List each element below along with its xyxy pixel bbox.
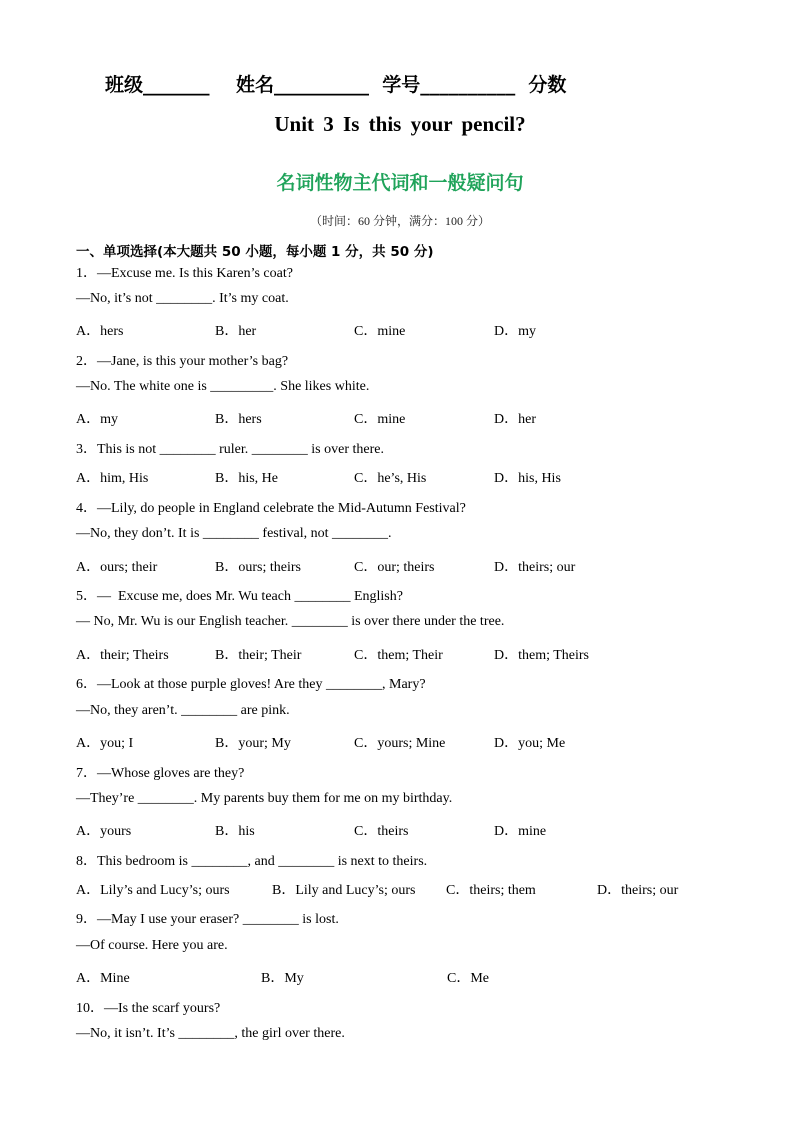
question-7-line-1: 7．—Whose gloves are they? (76, 766, 245, 781)
section-title: 一、单项选择(本大题共 50 小题，每小题 1 分，共 50 分) (76, 244, 434, 260)
question-4-line-1: 4．—Lily, do people in England celebrate the Mid-Autumn Festival? (76, 501, 466, 516)
page-subtitle: 名词性物主代词和一般疑问句 (276, 172, 524, 194)
question-8-option-a: A．Lily’s and Lucy’s; ours (76, 883, 230, 898)
question-6-option-a: A．you; I (76, 736, 134, 751)
question-4-option-a: A．ours; their (76, 560, 158, 575)
question-5-option-c: C．them; Their (354, 648, 443, 663)
question-1-option-d: D．my (494, 324, 536, 339)
question-2-option-c: C．mine (354, 412, 406, 427)
question-1-option-a: A．hers (76, 324, 124, 339)
question-6-line-2: —No, they aren’t. ________ are pink. (76, 703, 290, 718)
question-2-line-1: 2．—Jane, is this your mother’s bag? (76, 354, 289, 369)
question-4-option-b: B．ours; theirs (215, 560, 301, 575)
question-6-option-c: C．yours; Mine (354, 736, 446, 751)
question-2-option-b: B．hers (215, 412, 262, 427)
question-10-line-2: —No, it isn’t. It’s ________, the girl over there. (76, 1026, 345, 1041)
question-9-line-2: —Of course. Here you are. (76, 938, 228, 953)
question-1-line-1: 1．—Excuse me. Is this Karen’s coat? (76, 266, 293, 281)
question-5-option-d: D．them; Theirs (494, 648, 590, 663)
question-1-option-b: B．her (215, 324, 257, 339)
question-3-line-1: 3．This is not ________ ruler. ________ is over there. (76, 442, 384, 457)
page-title: Unit 3 Is this your pencil? (274, 112, 526, 136)
question-10-line-1: 10．—Is the scarf yours? (76, 1001, 221, 1016)
student-info-header: 班级_______ 姓名__________ 学号__________ 分数 (105, 74, 567, 96)
question-9-option-b: B．My (261, 971, 304, 986)
question-2-option-a: A．my (76, 412, 118, 427)
question-5-option-a: A．their; Theirs (76, 648, 169, 663)
question-2-option-d: D．her (494, 412, 536, 427)
question-9-option-a: A．Mine (76, 971, 130, 986)
question-4-line-2: —No, they don’t. It is ________ festival, not ________. (76, 526, 392, 541)
question-8-option-c: C．theirs; them (446, 883, 536, 898)
question-4-option-d: D．theirs; our (494, 560, 576, 575)
question-4-option-c: C．our; theirs (354, 560, 435, 575)
question-3-option-c: C．he’s, His (354, 471, 427, 486)
question-5-line-1: 5．— Excuse me, does Mr. Wu teach ________ English? (76, 589, 403, 604)
time-score-note: （时间：60 分钟，满分：100 分） (309, 214, 490, 228)
question-2-line-2: —No. The white one is _________. She likes white. (76, 379, 370, 394)
question-6-line-1: 6．—Look at those purple gloves! Are they ________, Mary? (76, 677, 426, 692)
question-9-option-c: C．Me (447, 971, 489, 986)
question-5-line-2: — No, Mr. Wu is our English teacher. ________ is over there under the tree. (76, 614, 505, 629)
question-7-option-c: C．theirs (354, 824, 409, 839)
question-3-option-a: A．him, His (76, 471, 149, 486)
question-8-option-d: D．theirs; our (597, 883, 679, 898)
question-5-option-b: B．their; Their (215, 648, 302, 663)
question-3-option-b: B．his, He (215, 471, 278, 486)
question-6-option-b: B．your; My (215, 736, 291, 751)
question-7-option-b: B．his (215, 824, 255, 839)
question-1-option-c: C．mine (354, 324, 406, 339)
question-7-line-2: —They’re ________. My parents buy them for me on my birthday. (76, 791, 453, 806)
question-7-option-a: A．yours (76, 824, 132, 839)
question-1-line-2: —No, it’s not ________. It’s my coat. (76, 291, 289, 306)
question-3-option-d: D．his, His (494, 471, 561, 486)
question-9-line-1: 9．—May I use your eraser? ________ is lost. (76, 912, 339, 927)
question-8-line-1: 8．This bedroom is ________, and ________ is next to theirs. (76, 854, 428, 869)
question-6-option-d: D．you; Me (494, 736, 566, 751)
question-8-option-b: B．Lily and Lucy’s; ours (272, 883, 416, 898)
question-7-option-d: D．mine (494, 824, 547, 839)
